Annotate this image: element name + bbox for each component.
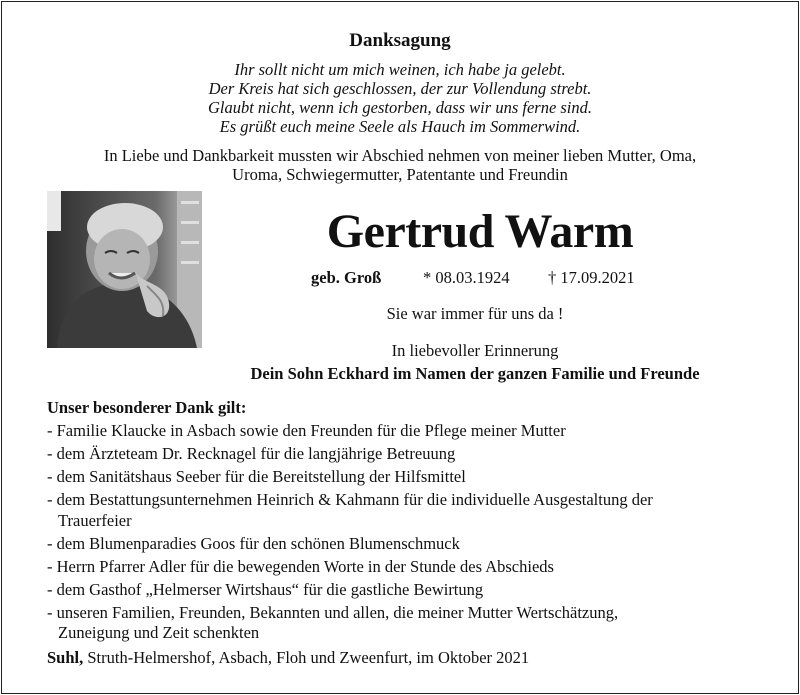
intro-line: In Liebe und Dankbarkeit mussten wir Abschied nehmen von meiner lieben Mutter, Oma, <box>103 146 697 165</box>
signoff-place: Suhl, <box>47 648 84 667</box>
deceased-name: Gertrud Warm <box>326 205 634 258</box>
list-item: - dem Ärzteteam Dr. Recknagel für die langjährige Betreuung <box>47 443 456 463</box>
intro-line: Uroma, Schwiegermutter, Patentante und Freundin <box>232 165 568 184</box>
poem-line: Glaubt nicht, wenn ich gestorben, dass wir uns ferne sind. <box>207 98 593 117</box>
family-line: Dein Sohn Eckhard im Namen der ganzen Familie und Freunde <box>250 364 700 383</box>
birth-name: geb. Groß <box>311 268 382 287</box>
poem-line: Ihr sollt nicht um mich weinen, ich habe ja gelebt. <box>234 60 566 79</box>
poem <box>0 60 800 136</box>
thanks-list <box>47 421 747 646</box>
memory-line: In liebevoller Erinnerung <box>391 341 559 360</box>
poem-line: Es grüßt euch meine Seele als Hauch im Sommerwind. <box>219 117 581 136</box>
death-date: † 17.09.2021 <box>548 268 635 287</box>
signoff-places-date: Struth-Helmershof, Asbach, Floh und Zweenfurt, im Oktober 2021 <box>83 648 530 667</box>
intro-text <box>0 146 800 184</box>
list-item: - dem Sanitätshaus Seeber für die Bereitstellung der Hilfsmittel <box>47 466 466 486</box>
list-item: - dem Blumenparadies Goos für den schönen Blumenschmuck <box>47 533 460 553</box>
notice-heading: Danksagung <box>349 30 451 51</box>
birth-date: * 08.03.1924 <box>423 268 510 287</box>
list-item: - dem Gasthof „Helmerser Wirtshaus“ für die gastliche Bewirtung <box>47 579 484 599</box>
thanks-title: Unser besonderer Dank gilt: <box>47 398 247 417</box>
list-item: - dem Bestattungsunternehmen Heinrich & Kahmann für die individuelle Ausgestaltung der Trauerfeier <box>47 489 653 530</box>
list-item: - unseren Familien, Freunden, Bekannten und allen, die meiner Mutter Wertschätzung, Zuneigung und Zeit schenkten <box>47 602 619 643</box>
tagline: Sie war immer für uns da ! <box>386 304 564 323</box>
portrait-photo <box>47 191 202 348</box>
poem-line: Der Kreis hat sich geschlossen, der zur Vollendung strebt. <box>208 79 592 98</box>
signoff <box>47 648 529 668</box>
list-item: - Herrn Pfarrer Adler für die bewegenden Worte in der Stunde des Abschieds <box>47 556 554 576</box>
list-item: - Familie Klaucke in Asbach sowie den Freunden für die Pflege meiner Mutter <box>47 421 566 440</box>
